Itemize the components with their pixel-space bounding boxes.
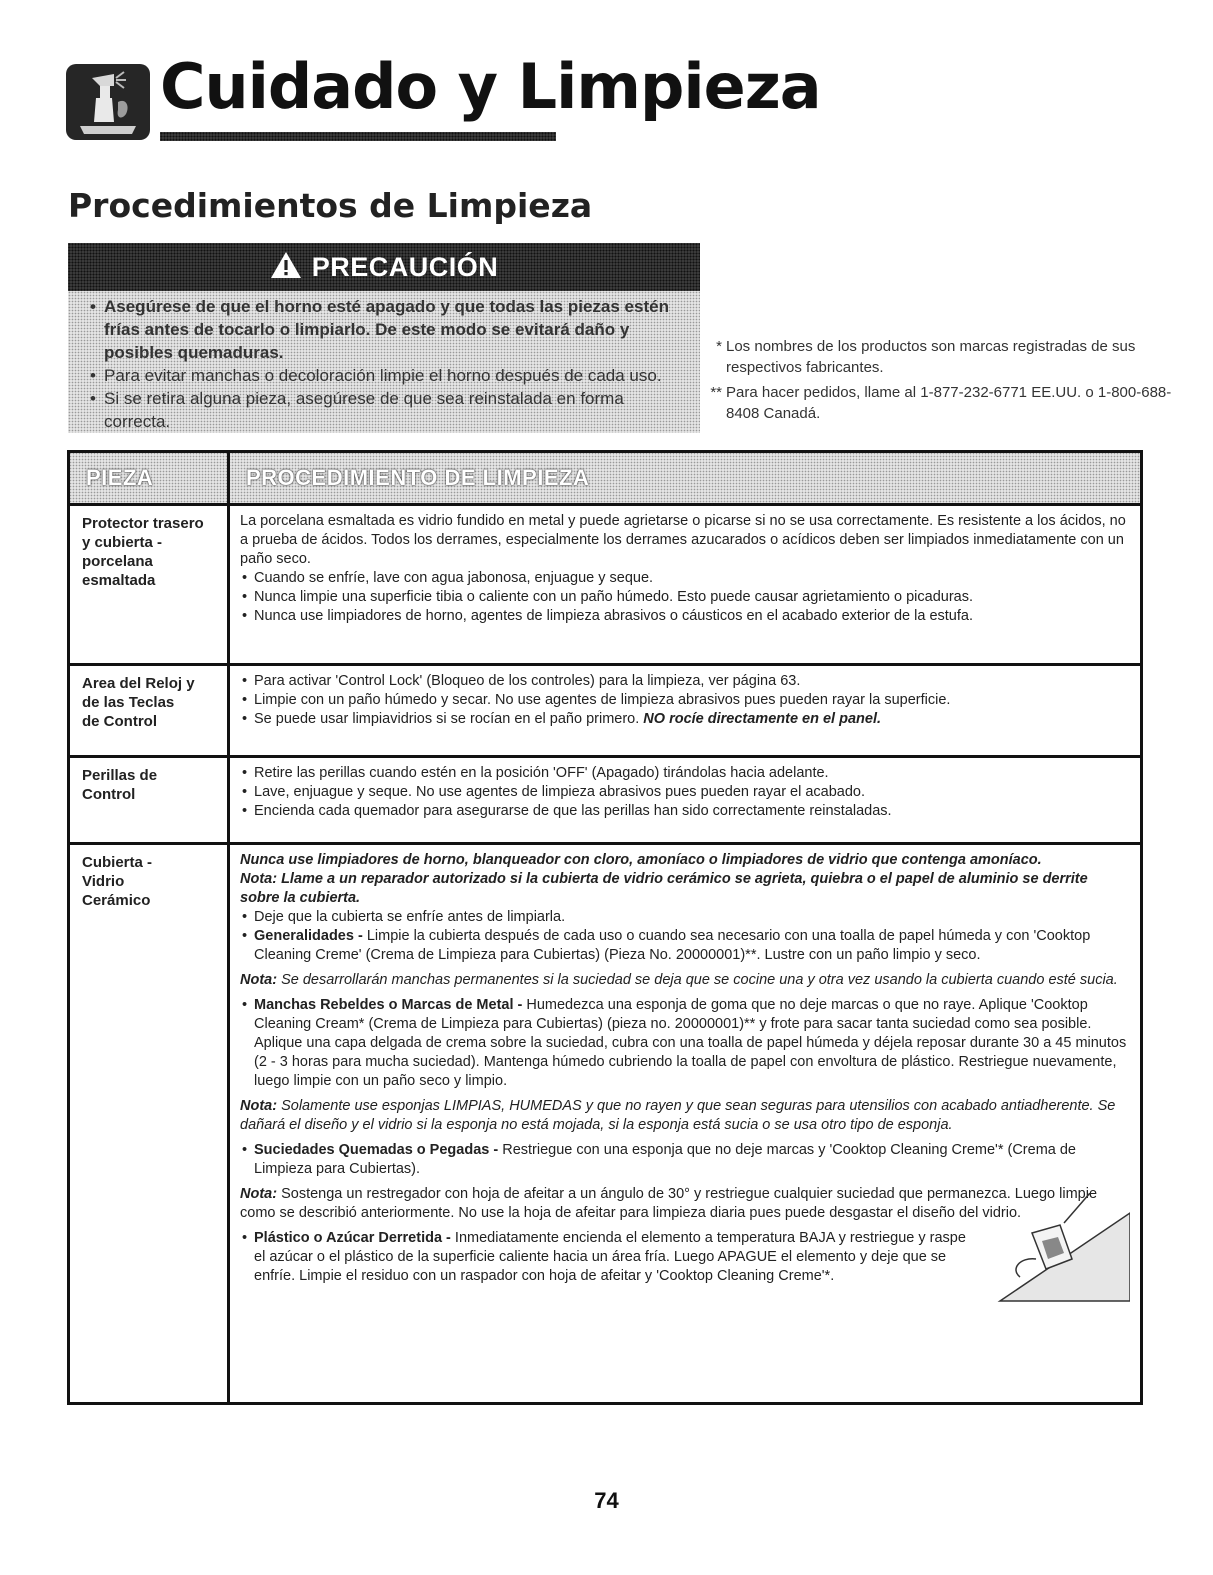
title-underline — [160, 132, 556, 141]
emphasis-text: NO rocíe directamente en el panel. — [643, 711, 882, 727]
caution-header — [68, 243, 700, 291]
table-row — [69, 505, 1142, 665]
part-cell: Protector trasero y cubierta - porcelana esmaltada — [69, 505, 229, 665]
footnote — [702, 336, 1172, 378]
procedure-bullet: • Manchas Rebeldes o Marcas de Metal - Humedezca una esponja de goma que no deje marcas o que no raye. Aplique 'Cooktop Cleaning Cream* (Crema de Limpieza para Cubiertas) (pieza no. 20000001)** y frote para sacar tanta suciedad como sea posible. Aplique una capa delgada de crema sobre la suciedad, cubra con una toalla de papel húmeda y déjela reposar durante 30 a 45 minutos (2 - 3 horas para mucha suciedad). Mantenga húmedo cubriendo la toalla de papel con envoltura de plástico. Restriegue nuevamente, luego limpie con un paño seco y limpio. — [240, 996, 1130, 1091]
procedure-bullet: • Generalidades - Limpie la cubierta después de cada uso o cuando sea necesario con una toalla de papel húmeda y con 'Cooktop Cleaning Creme' (Crema de Limpieza para Cubiertas) (Pieza No. 20000001)**. Lustre con un paño limpio y seco. — [240, 927, 1130, 965]
footnote-mark: ** — [710, 384, 722, 401]
page-number: 74 — [594, 1488, 619, 1513]
procedure-cell — [229, 665, 1142, 757]
procedure-text: La porcelana esmaltada es vidrio fundido en metal y puede agrietarse o picarse si no se usa correctamente. Es resistente a los ácidos, no a prueba de ácidos. Todos los derrames, especialmente los derrames azucarados o acídicos deben ser limpiados inmediatamente con un paño seco. — [240, 513, 1126, 567]
procedure-bullet: • Para activar 'Control Lock' (Bloqueo de los controles) para la limpieza, ver página 63. — [240, 672, 1130, 691]
table-row — [69, 757, 1142, 844]
procedure-bullet: • Cuando se enfríe, lave con agua jabonosa, enjuague y seque. — [240, 569, 1130, 588]
procedure-cell — [229, 757, 1142, 844]
table-row — [69, 665, 1142, 757]
footnotes — [702, 336, 1172, 428]
part-cell: Perillas de Control — [69, 757, 229, 844]
footnote-text: Para hacer pedidos, llame al 1-877-232-6771 EE.UU. o 1-800-688-8408 Canadá. — [726, 384, 1172, 422]
table-header — [69, 452, 1142, 505]
column-header-part: PIEZA — [69, 452, 229, 505]
note-text: Nota: Solamente use esponjas LIMPIAS, HUMEDAS y que no rayen y que sean seguras para utensilios con acabado antiadherente. Se dañará el diseño y el vidrio si la esponja no está mojada, si la esponja está sucia o se usa otro tipo de esponja. — [240, 1098, 1116, 1133]
part-cell: Cubierta - Vidrio Cerámico — [69, 844, 229, 1404]
note-text: Nota: Se desarrollarán manchas permanentes si la suciedad se deja que se cocine una y otra vez usando la cubierta cuando esté sucia. — [240, 972, 1118, 988]
procedure-cell — [229, 505, 1142, 665]
procedure-bullet: • Retire las perillas cuando estén en la posición 'OFF' (Apagado) tirándolas hacia adelante. — [240, 764, 1130, 783]
cleaning-table — [67, 450, 1143, 1405]
procedure-bullet: • Plástico o Azúcar Derretida - Inmediatamente encienda el elemento a temperatura BAJA y restriegue y raspe el azúcar o el plástico de la superficie caliente hacia un área fría. Luego APAGUE el elemento y deje que se enfríe. Limpie el residuo con un raspador con hoja de afeitar y 'Cooktop Cleaning Creme'*. — [240, 1229, 1130, 1286]
caution-list — [68, 291, 700, 433]
page-title: Cuidado y Limpieza — [160, 50, 821, 123]
procedure-bullet: • Suciedades Quemadas o Pegadas - Restriegue con una esponja que no deje marcas y 'Cooktop Cleaning Creme'* (Crema de Limpieza para Cubiertas). — [240, 1141, 1130, 1179]
caution-item: • Para evitar manchas o decoloración limpie el horno después de cada uso. — [90, 364, 688, 387]
caution-box — [68, 243, 700, 433]
section-title: Procedimientos de Limpieza — [68, 186, 593, 225]
razor-scraper-icon — [980, 1193, 1130, 1309]
note-text: Nota: Sostenga un restregador con hoja de afeitar a un ángulo de 30° y restriegue cualquier suciedad que permanezca. Luego limpie como se describió anteriormente. No use la hoja de afeitar para limpieza diaria pues puede desgastar el diseño del vidrio. — [240, 1186, 1098, 1221]
footnote-mark: * — [716, 338, 722, 355]
procedure-bullet: • Lave, enjuague y seque. No use agentes de limpieza abrasivos pues pueden rayar el acabado. — [240, 783, 1130, 802]
caution-title: PRECAUCIÓN — [311, 251, 499, 282]
table-row — [69, 844, 1142, 1404]
procedure-cell — [229, 844, 1142, 1404]
caution-item: • Asegúrese de que el horno esté apagado y que todas las piezas estén frías antes de tocarlo o limpiarlo. De este modo se evitará daño y posibles quemaduras. — [90, 295, 688, 364]
part-cell: Area del Reloj y de las Teclas de Control — [69, 665, 229, 757]
warning-triangle-icon — [270, 251, 302, 284]
procedure-bullet: • Deje que la cubierta se enfríe antes de limpiarla. — [240, 908, 1130, 927]
cleaning-spray-icon — [66, 64, 150, 140]
procedure-bullet: • Nunca use limpiadores de horno, agentes de limpieza abrasivos o cáusticos en el acabado exterior de la estufa. — [240, 607, 1130, 626]
last-bullet-wrap — [240, 1229, 1130, 1286]
caution-item: • Si se retira alguna pieza, asegúrese de que sea reinstalada en forma correcta. — [90, 387, 688, 433]
procedure-bullet: • Nunca limpie una superficie tibia o caliente con un paño húmedo. Esto puede causar agrietamiento o picaduras. — [240, 588, 1130, 607]
column-header-procedure: PROCEDIMIENTO DE LIMPIEZA — [229, 452, 1142, 505]
procedure-bullet: • Se puede usar limpiavidrios si se rocían en el paño primero. NO rocíe directamente en el panel. — [240, 710, 1130, 729]
procedure-bullet: • Limpie con un paño húmedo y secar. No use agentes de limpieza abrasivos pues pueden rayar la superficie. — [240, 691, 1130, 710]
warning-text: Nota: Llame a un reparador autorizado si la cubierta de vidrio cerámico se agrieta, quiebra o el papel de aluminio se derrite sobre la cubierta. — [240, 871, 1088, 906]
procedure-bullet: • Encienda cada quemador para asegurarse de que las perillas han sido correctamente reinstaladas. — [240, 802, 1130, 821]
warning-text: Nunca use limpiadores de horno, blanqueador con cloro, amoníaco o limpiadores de vidrio que contenga amoníaco. — [240, 852, 1042, 868]
footnote — [702, 382, 1172, 424]
footnote-text: Los nombres de los productos son marcas registradas de sus respectivos fabricantes. — [726, 338, 1136, 376]
